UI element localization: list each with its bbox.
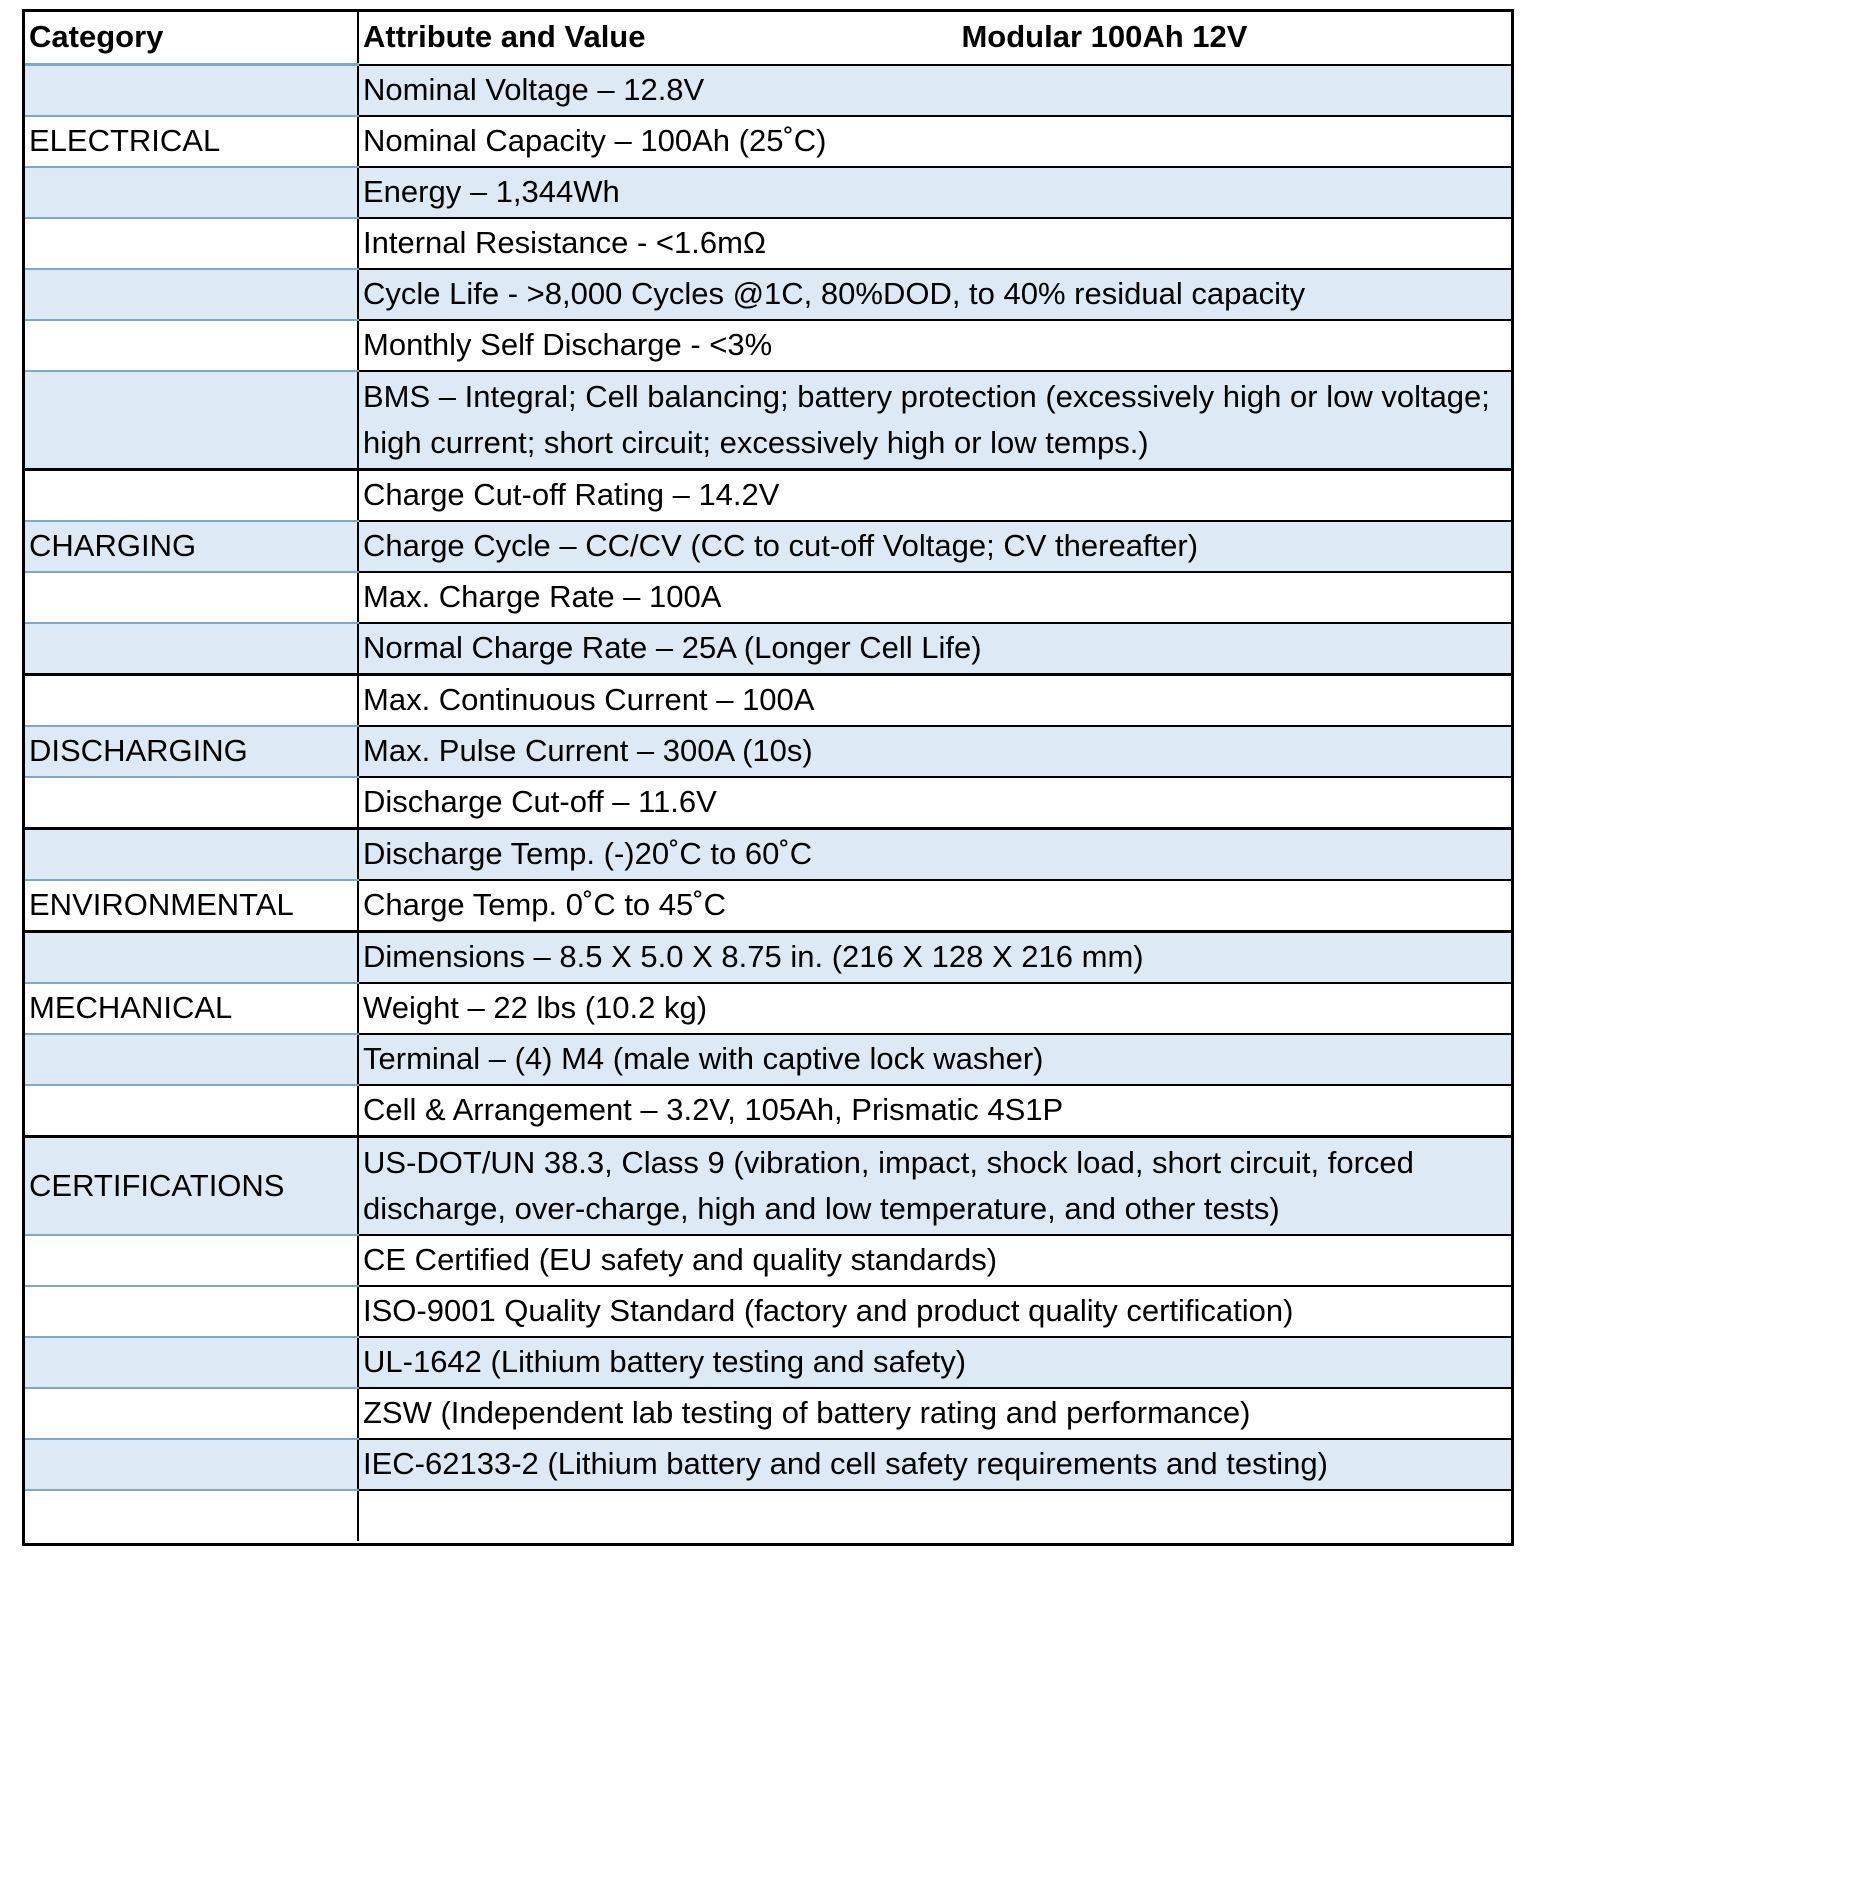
header-attribute: Attribute and Value xyxy=(363,19,646,55)
category-cell xyxy=(25,829,358,881)
table-row xyxy=(25,116,1511,167)
category-cell xyxy=(25,1085,358,1137)
category-cell xyxy=(25,623,358,675)
table-row xyxy=(25,777,1511,829)
category-cell xyxy=(25,269,358,320)
table-row xyxy=(25,726,1511,777)
table-row xyxy=(25,371,1511,470)
table-row xyxy=(25,1286,1511,1337)
table-row xyxy=(25,218,1511,269)
attribute-value: Monthly Self Discharge - <3% xyxy=(358,320,1511,371)
category-cell xyxy=(25,932,358,984)
header-attribute-cell xyxy=(358,12,1511,65)
attribute-value: Charge Temp. 0˚C to 45˚C xyxy=(358,880,1511,932)
table-row xyxy=(25,470,1511,522)
category-label-electrical: ELECTRICAL xyxy=(25,116,358,167)
attribute-value: Energy – 1,344Wh xyxy=(358,167,1511,218)
attribute-value: Cycle Life - >8,000 Cycles @1C, 80%DOD, to 40% residual capacity xyxy=(358,269,1511,320)
table-row xyxy=(25,167,1511,218)
table-row xyxy=(25,623,1511,675)
attribute-value: Max. Pulse Current – 300A (10s) xyxy=(358,726,1511,777)
category-cell xyxy=(25,1337,358,1388)
attribute-value: Discharge Cut-off – 11.6V xyxy=(358,777,1511,829)
table-row xyxy=(25,1137,1511,1236)
category-cell xyxy=(25,777,358,829)
category-cell xyxy=(25,1388,358,1439)
attribute-value: Nominal Capacity – 100Ah (25˚C) xyxy=(358,116,1511,167)
attribute-value: Charge Cut-off Rating – 14.2V xyxy=(358,470,1511,522)
spec-table xyxy=(25,12,1511,1541)
attribute-value: IEC-62133-2 (Lithium battery and cell safety requirements and testing) xyxy=(358,1439,1511,1490)
table-row xyxy=(25,521,1511,572)
attribute-value: Normal Charge Rate – 25A (Longer Cell Life) xyxy=(358,623,1511,675)
category-cell xyxy=(25,1439,358,1490)
category-cell xyxy=(25,572,358,623)
category-label-discharging: DISCHARGING xyxy=(25,726,358,777)
table-row xyxy=(25,1235,1511,1286)
attribute-value: Nominal Voltage – 12.8V xyxy=(358,65,1511,117)
category-cell xyxy=(25,1235,358,1286)
attribute-value: Internal Resistance - <1.6mΩ xyxy=(358,218,1511,269)
attribute-value: BMS – Integral; Cell balancing; battery protection (excessively high or low voltage; high current; short circuit; excessively high or low temps.) xyxy=(358,371,1511,470)
table-row xyxy=(25,1439,1511,1490)
table-row xyxy=(25,1085,1511,1137)
category-label-environmental: ENVIRONMENTAL xyxy=(25,880,358,932)
table-row xyxy=(25,1388,1511,1439)
category-cell xyxy=(25,371,358,470)
category-cell xyxy=(25,675,358,727)
category-cell xyxy=(25,1286,358,1337)
table-row xyxy=(25,829,1511,881)
table-row xyxy=(25,269,1511,320)
attribute-value: Max. Continuous Current – 100A xyxy=(358,675,1511,727)
header-category: Category xyxy=(25,12,358,65)
attribute-value: Charge Cycle – CC/CV (CC to cut-off Voltage; CV thereafter) xyxy=(358,521,1511,572)
category-cell xyxy=(25,470,358,522)
table-row xyxy=(25,65,1511,117)
attribute-value: Cell & Arrangement – 3.2V, 105Ah, Prismatic 4S1P xyxy=(358,1085,1511,1137)
empty-row xyxy=(25,1490,1511,1541)
table-row xyxy=(25,320,1511,371)
attribute-value: Max. Charge Rate – 100A xyxy=(358,572,1511,623)
table-row xyxy=(25,572,1511,623)
category-label-charging: CHARGING xyxy=(25,521,358,572)
attribute-value: ISO-9001 Quality Standard (factory and product quality certification) xyxy=(358,1286,1511,1337)
table-row xyxy=(25,932,1511,984)
attribute-value: ZSW (Independent lab testing of battery rating and performance) xyxy=(358,1388,1511,1439)
table-row xyxy=(25,1337,1511,1388)
table-header-row xyxy=(25,12,1511,65)
attribute-value: CE Certified (EU safety and quality standards) xyxy=(358,1235,1511,1286)
category-cell xyxy=(25,167,358,218)
attribute-value: Weight – 22 lbs (10.2 kg) xyxy=(358,983,1511,1034)
category-cell xyxy=(25,218,358,269)
category-cell xyxy=(25,1490,358,1541)
category-label-mechanical: MECHANICAL xyxy=(25,983,358,1034)
attribute-value: Discharge Temp. (-)20˚C to 60˚C xyxy=(358,829,1511,881)
category-label-certifications: CERTIFICATIONS xyxy=(25,1137,358,1236)
header-model: Modular 100Ah 12V xyxy=(961,19,1248,55)
attribute-value: US-DOT/UN 38.3, Class 9 (vibration, impact, shock load, short circuit, forced discharge, over-charge, high and low temperature, and other tests) xyxy=(358,1137,1511,1236)
attribute-value: Dimensions – 8.5 X 5.0 X 8.75 in. (216 X 128 X 216 mm) xyxy=(358,932,1511,984)
category-cell xyxy=(25,320,358,371)
table-row xyxy=(25,880,1511,932)
table-row xyxy=(25,675,1511,727)
table-row xyxy=(25,1034,1511,1085)
category-cell xyxy=(25,65,358,117)
table-row xyxy=(25,983,1511,1034)
category-cell xyxy=(25,1034,358,1085)
empty-value-cell xyxy=(358,1490,1511,1541)
spec-sheet xyxy=(22,9,1514,1546)
attribute-value: UL-1642 (Lithium battery testing and safety) xyxy=(358,1337,1511,1388)
attribute-value: Terminal – (4) M4 (male with captive lock washer) xyxy=(358,1034,1511,1085)
